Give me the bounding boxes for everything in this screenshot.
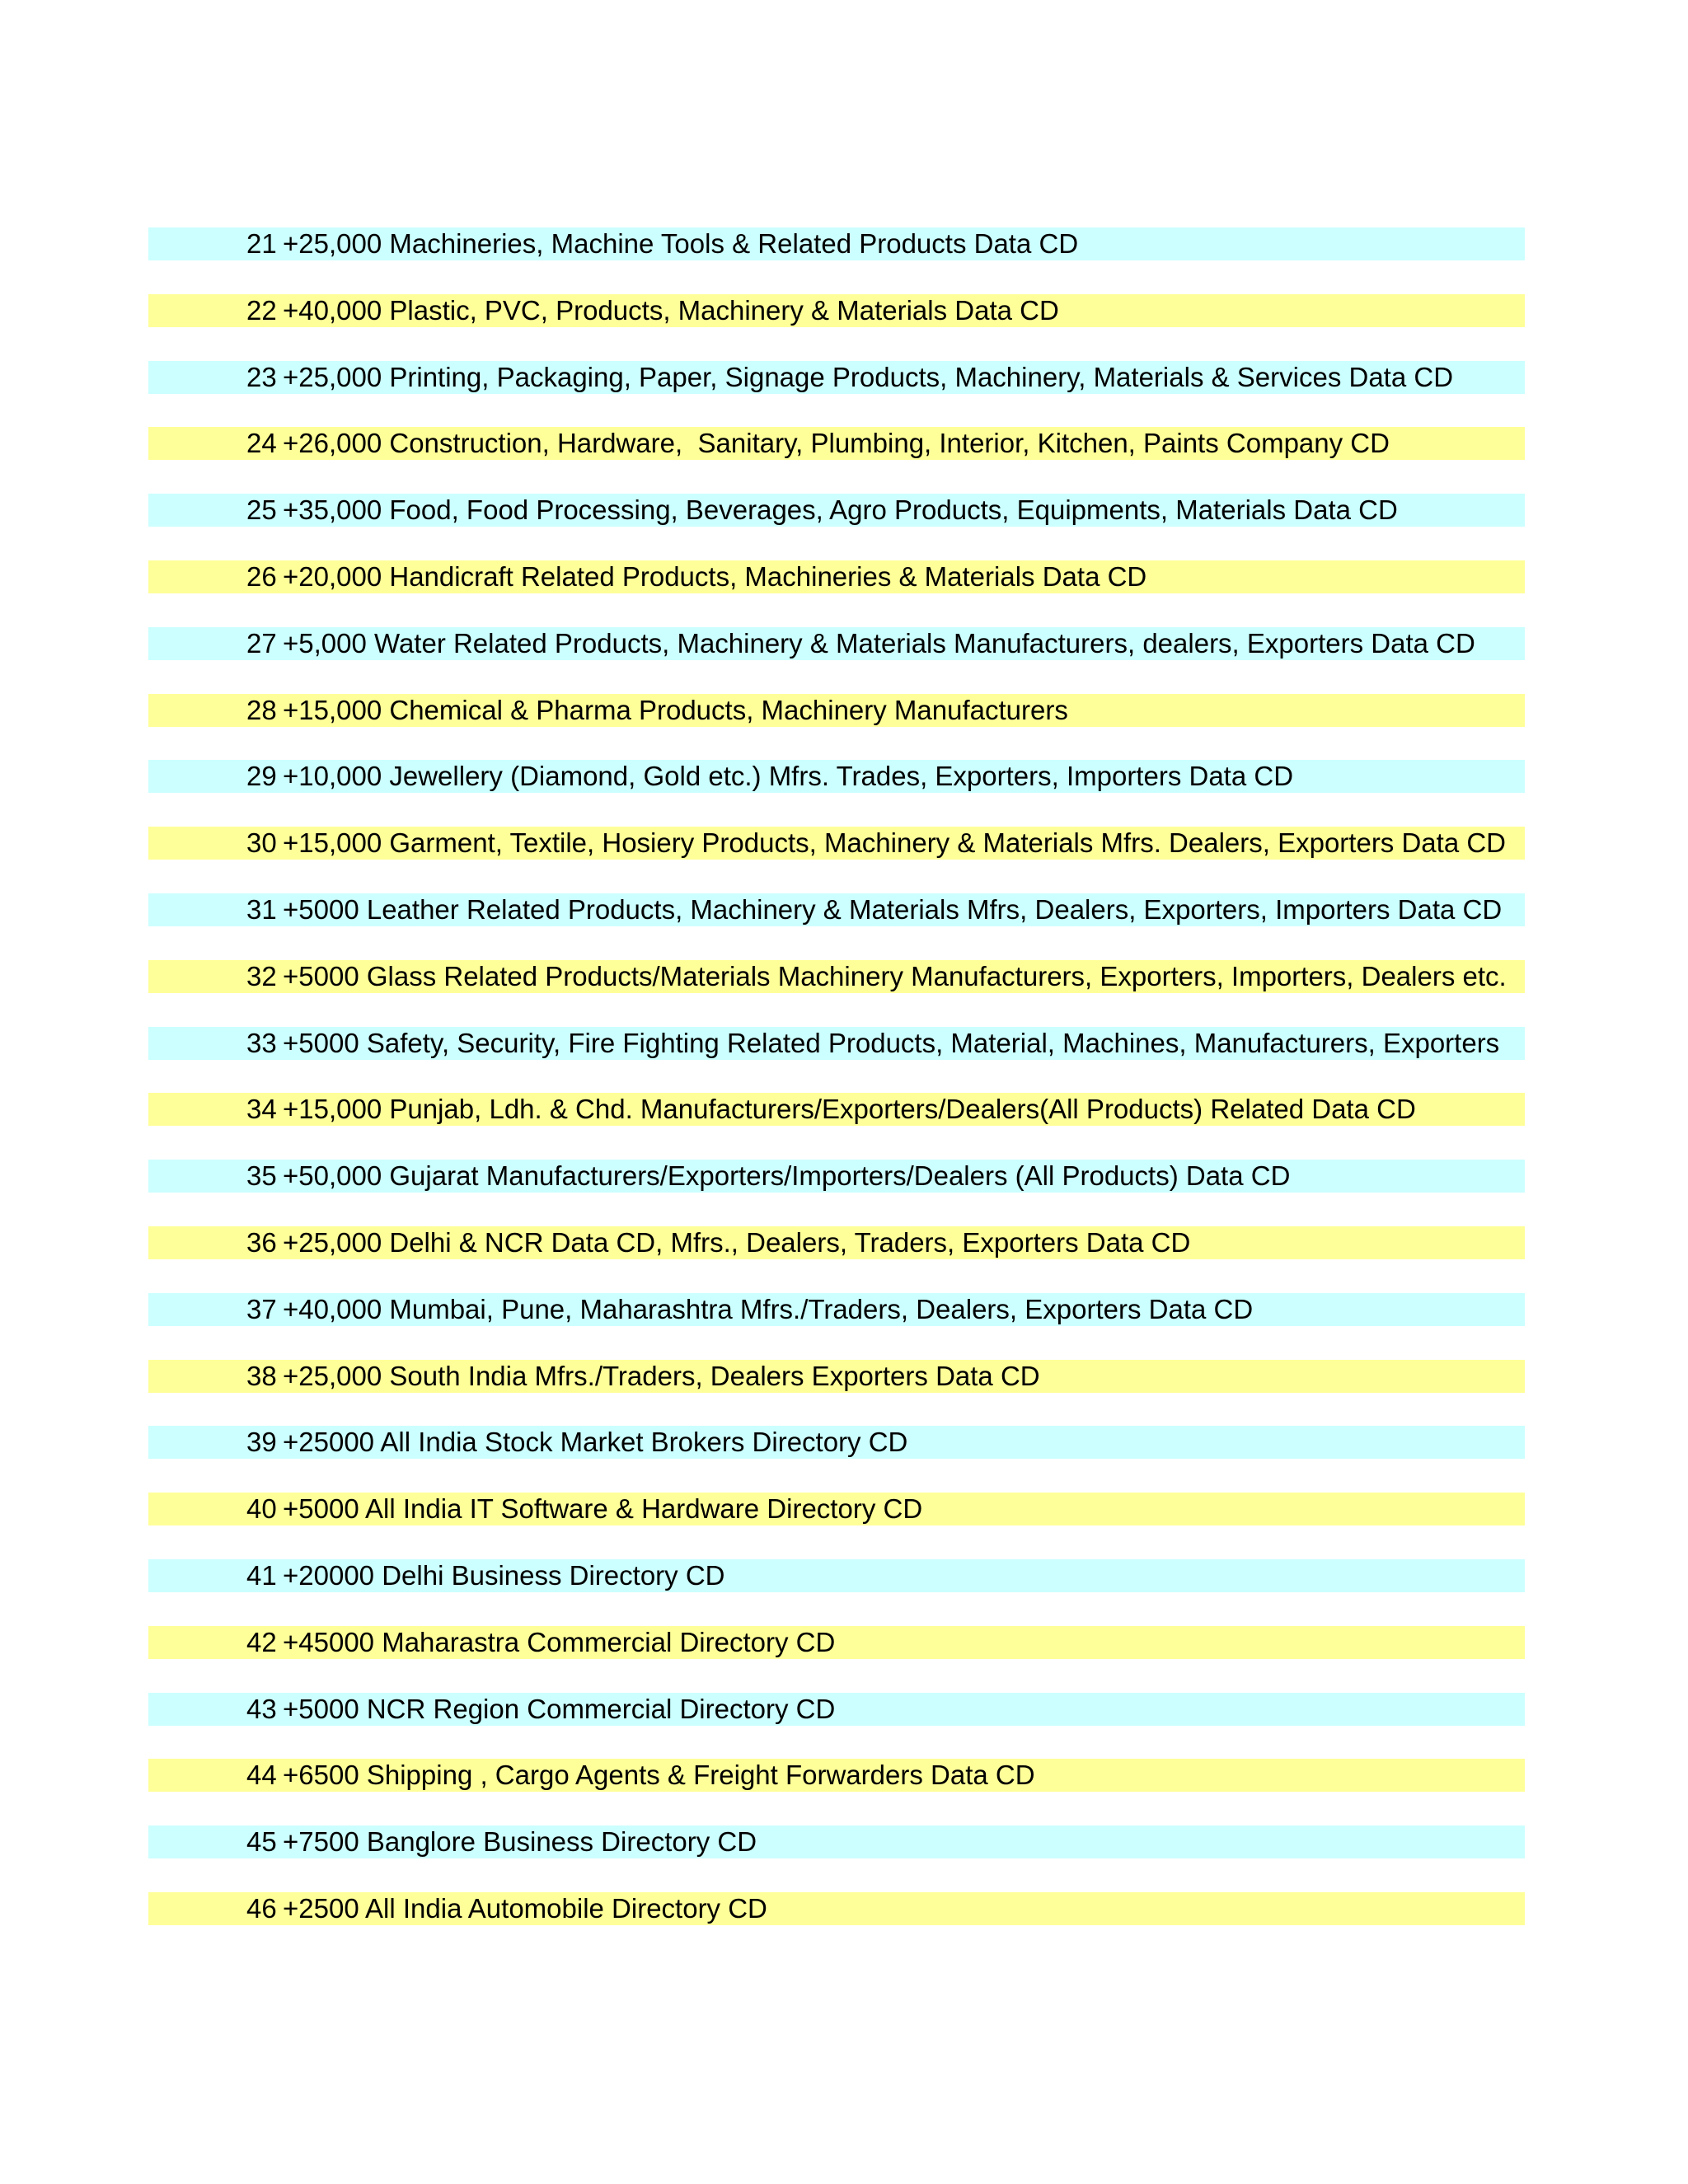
row-number: 42 — [246, 1626, 277, 1657]
row-number: 37 — [246, 1293, 277, 1324]
row-number: 45 — [246, 1826, 277, 1858]
row-number: 32 — [246, 960, 277, 991]
row-description: +45000 Maharastra Commercial Directory CD — [283, 1626, 836, 1657]
row-description: +20,000 Handicraft Related Products, Machineries & Materials Data CD — [283, 560, 1147, 592]
row-description: +6500 Shipping , Cargo Agents & Freight Forwarders Data CD — [283, 1760, 1035, 1791]
table-row — [148, 1426, 1525, 1459]
row-number: 31 — [246, 893, 277, 925]
row-number: 36 — [246, 1226, 277, 1258]
row-description: +25000 All India Stock Market Brokers Directory CD — [283, 1427, 908, 1458]
row-description: +2500 All India Automobile Directory CD — [283, 1892, 767, 1924]
table-row — [148, 960, 1525, 993]
spreadsheet-rows — [148, 227, 1525, 1959]
table-row — [148, 1027, 1525, 1060]
table-row — [148, 494, 1525, 527]
table-row — [148, 1693, 1525, 1726]
row-description: +10,000 Jewellery (Diamond, Gold etc.) Mfrs. Trades, Exporters, Importers Data CD — [283, 761, 1294, 792]
row-number: 26 — [246, 560, 277, 592]
table-row — [148, 1293, 1525, 1326]
row-description: +5000 Leather Related Products, Machinery & Materials Mfrs, Dealers, Exporters, Importers Data CD — [283, 893, 1503, 925]
row-number: 29 — [246, 761, 277, 792]
row-description: +20000 Delhi Business Directory CD — [283, 1559, 725, 1591]
row-description: +25,000 Delhi & NCR Data CD, Mfrs., Dealers, Traders, Exporters Data CD — [283, 1226, 1191, 1258]
row-description: +5,000 Water Related Products, Machinery & Materials Manufacturers, dealers, Exporters Data CD — [283, 627, 1475, 658]
row-number: 28 — [246, 694, 277, 725]
table-row — [148, 1892, 1525, 1925]
row-description: +40,000 Mumbai, Pune, Maharashtra Mfrs./Traders, Dealers, Exporters Data CD — [283, 1293, 1254, 1324]
table-row — [148, 1093, 1525, 1126]
row-number: 41 — [246, 1559, 277, 1591]
row-number: 25 — [246, 494, 277, 526]
row-number: 46 — [246, 1892, 277, 1924]
table-row — [148, 1160, 1525, 1193]
table-row — [148, 1559, 1525, 1592]
table-row — [148, 1360, 1525, 1393]
row-description: +25,000 Machineries, Machine Tools & Related Products Data CD — [283, 228, 1079, 259]
row-number: 27 — [246, 627, 277, 658]
row-description: +15,000 Punjab, Ldh. & Chd. Manufacturers/Exporters/Dealers(All Products) Related Data CD — [283, 1094, 1416, 1125]
row-number: 34 — [246, 1094, 277, 1125]
table-row — [148, 1825, 1525, 1858]
table-row — [148, 560, 1525, 593]
row-number: 43 — [246, 1693, 277, 1724]
table-row — [148, 694, 1525, 727]
table-row — [148, 893, 1525, 926]
row-number: 38 — [246, 1360, 277, 1391]
row-description: +5000 Safety, Security, Fire Fighting Related Products, Material, Machines, Manufacturers, Exporters — [283, 1027, 1500, 1058]
table-row — [148, 1626, 1525, 1659]
row-description: +25,000 South India Mfrs./Traders, Dealers Exporters Data CD — [283, 1360, 1040, 1391]
table-row — [148, 294, 1525, 327]
row-number: 22 — [246, 294, 277, 326]
row-description: +26,000 Construction, Hardware, Sanitary, Plumbing, Interior, Kitchen, Paints Company CD — [283, 428, 1390, 459]
row-number: 33 — [246, 1027, 277, 1058]
row-description: +35,000 Food, Food Processing, Beverages, Agro Products, Equipments, Materials Data CD — [283, 494, 1398, 526]
row-number: 35 — [246, 1160, 277, 1192]
table-row — [148, 1759, 1525, 1792]
row-number: 24 — [246, 428, 277, 459]
row-description: +5000 NCR Region Commercial Directory CD — [283, 1693, 836, 1724]
row-description: +5000 All India IT Software & Hardware Directory CD — [283, 1493, 923, 1525]
row-number: 39 — [246, 1427, 277, 1458]
row-description: +50,000 Gujarat Manufacturers/Exporters/Importers/Dealers (All Products) Data CD — [283, 1160, 1291, 1192]
row-number: 21 — [246, 228, 277, 259]
row-description: +15,000 Garment, Textile, Hosiery Products, Machinery & Materials Mfrs. Dealers, Exporters Data CD — [283, 827, 1507, 859]
row-number: 44 — [246, 1760, 277, 1791]
row-description: +25,000 Printing, Packaging, Paper, Signage Products, Machinery, Materials & Services Data CD — [283, 361, 1454, 392]
row-number: 30 — [246, 827, 277, 859]
table-row — [148, 427, 1525, 460]
row-description: +7500 Banglore Business Directory CD — [283, 1826, 757, 1858]
row-number: 40 — [246, 1493, 277, 1525]
table-row — [148, 1493, 1525, 1526]
table-row — [148, 361, 1525, 394]
row-description: +40,000 Plastic, PVC, Products, Machinery & Materials Data CD — [283, 294, 1059, 326]
table-row — [148, 1226, 1525, 1259]
table-row — [148, 827, 1525, 860]
row-description: +15,000 Chemical & Pharma Products, Machinery Manufacturers — [283, 694, 1068, 725]
row-description: +5000 Glass Related Products/Materials Machinery Manufacturers, Exporters, Importers, Dealers etc. — [283, 960, 1507, 991]
table-row — [148, 627, 1525, 660]
table-row — [148, 760, 1525, 793]
row-number: 23 — [246, 361, 277, 392]
table-row — [148, 227, 1525, 260]
